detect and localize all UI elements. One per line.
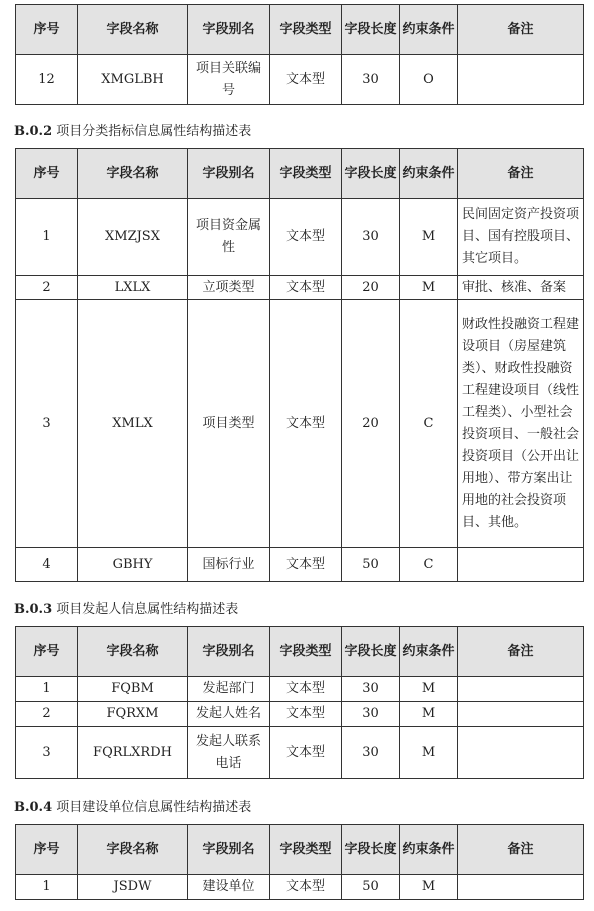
- header-cell: 字段长度: [342, 5, 400, 55]
- cell: GBHY: [78, 548, 188, 582]
- header-cell: 字段名称: [78, 627, 188, 677]
- cell: 1: [16, 875, 78, 900]
- cell: 发起人联系电话: [188, 727, 270, 779]
- table-row: [16, 875, 584, 900]
- cell: M: [400, 875, 458, 900]
- cell: 文本型: [270, 55, 342, 105]
- cell: 项目资金属性: [188, 199, 270, 276]
- cell: XMGLBH: [78, 55, 188, 105]
- cell: C: [400, 300, 458, 548]
- cell: LXLX: [78, 276, 188, 300]
- cell: 文本型: [270, 875, 342, 900]
- cell: JSDW: [78, 875, 188, 900]
- header-cell: 字段类型: [270, 627, 342, 677]
- header-cell: 备注: [458, 5, 584, 55]
- cell: M: [400, 677, 458, 702]
- cell: XMLX: [78, 300, 188, 548]
- cell: M: [400, 702, 458, 727]
- cell: 30: [342, 199, 400, 276]
- cell: M: [400, 727, 458, 779]
- cell: 民间固定资产投资项目、国有控股项目、其它项目。: [458, 199, 584, 276]
- table-header-row: [16, 5, 584, 55]
- cell: 4: [16, 548, 78, 582]
- cell: 30: [342, 727, 400, 779]
- cell: M: [400, 199, 458, 276]
- cell: 审批、核准、备案: [458, 276, 584, 300]
- cell: 30: [342, 702, 400, 727]
- caption-code: B.0.2: [14, 124, 53, 139]
- cell: 12: [16, 55, 78, 105]
- table-row: [16, 199, 584, 276]
- cell: 国标行业: [188, 548, 270, 582]
- header-cell: 字段别名: [188, 627, 270, 677]
- cell: [458, 677, 584, 702]
- header-cell: 约束条件: [400, 149, 458, 199]
- table-b04: [15, 824, 584, 900]
- header-cell: 备注: [458, 627, 584, 677]
- table-row: [16, 300, 584, 548]
- cell: 文本型: [270, 199, 342, 276]
- header-cell: 约束条件: [400, 825, 458, 875]
- caption-code: B.0.4: [14, 800, 53, 815]
- caption-title: 项目发起人信息属性结构描述表: [56, 602, 239, 617]
- table-row: [16, 677, 584, 702]
- header-cell: 序号: [16, 5, 78, 55]
- cell: 50: [342, 875, 400, 900]
- cell: FQBM: [78, 677, 188, 702]
- cell: 发起人姓名: [188, 702, 270, 727]
- cell: 财政性投融资工程建设项目（房屋建筑类）、财政性投融资工程建设项目（线性工程类）、小型社会投资项目、一般社会投资项目（公开出让用地）、带方案出让用地的社会投资项目、其他。: [458, 300, 584, 548]
- header-cell: 字段名称: [78, 149, 188, 199]
- table-row: [16, 702, 584, 727]
- header-cell: 字段类型: [270, 825, 342, 875]
- cell: 3: [16, 727, 78, 779]
- cell: FQRLXRDH: [78, 727, 188, 779]
- caption-code: B.0.3: [14, 602, 53, 617]
- cell: 建设单位: [188, 875, 270, 900]
- cell: 30: [342, 55, 400, 105]
- cell: 30: [342, 677, 400, 702]
- table-b01-continued: [15, 4, 584, 105]
- cell: 文本型: [270, 276, 342, 300]
- cell: [458, 702, 584, 727]
- cell: 文本型: [270, 300, 342, 548]
- cell: 2: [16, 276, 78, 300]
- header-cell: 字段长度: [342, 627, 400, 677]
- cell: [458, 727, 584, 779]
- header-cell: 序号: [16, 627, 78, 677]
- table-caption: [14, 598, 238, 617]
- cell: 文本型: [270, 677, 342, 702]
- table-b02: [15, 148, 584, 582]
- cell: 文本型: [270, 548, 342, 582]
- header-cell: 字段名称: [78, 825, 188, 875]
- header-cell: 序号: [16, 825, 78, 875]
- cell: [458, 548, 584, 582]
- caption-title: 项目分类指标信息属性结构描述表: [56, 124, 252, 139]
- cell: 50: [342, 548, 400, 582]
- table-header-row: [16, 149, 584, 199]
- header-cell: 字段类型: [270, 5, 342, 55]
- cell: 文本型: [270, 702, 342, 727]
- cell: 1: [16, 677, 78, 702]
- cell: C: [400, 548, 458, 582]
- header-cell: 字段别名: [188, 149, 270, 199]
- caption-title: 项目建设单位信息属性结构描述表: [56, 800, 252, 815]
- cell: 项目类型: [188, 300, 270, 548]
- table-caption: [14, 120, 251, 139]
- table-header-row: [16, 627, 584, 677]
- header-cell: 字段类型: [270, 149, 342, 199]
- table-row: [16, 548, 584, 582]
- header-cell: 约束条件: [400, 627, 458, 677]
- table-b03: [15, 626, 584, 779]
- table-header-row: [16, 825, 584, 875]
- cell: [458, 875, 584, 900]
- cell: 发起部门: [188, 677, 270, 702]
- cell: 项目关联编号: [188, 55, 270, 105]
- header-cell: 字段别名: [188, 825, 270, 875]
- cell: 2: [16, 702, 78, 727]
- cell: 立项类型: [188, 276, 270, 300]
- cell: FQRXM: [78, 702, 188, 727]
- header-cell: 字段名称: [78, 5, 188, 55]
- cell: 20: [342, 300, 400, 548]
- header-cell: 字段长度: [342, 149, 400, 199]
- cell: 20: [342, 276, 400, 300]
- cell: 3: [16, 300, 78, 548]
- table-row: [16, 727, 584, 779]
- cell: 1: [16, 199, 78, 276]
- cell: 文本型: [270, 727, 342, 779]
- header-cell: 字段别名: [188, 5, 270, 55]
- header-cell: 备注: [458, 149, 584, 199]
- header-cell: 序号: [16, 149, 78, 199]
- table-caption: [14, 796, 251, 815]
- header-cell: 备注: [458, 825, 584, 875]
- table-row: [16, 55, 584, 105]
- cell: [458, 55, 584, 105]
- cell: XMZJSX: [78, 199, 188, 276]
- header-cell: 字段长度: [342, 825, 400, 875]
- table-row: [16, 276, 584, 300]
- cell: M: [400, 276, 458, 300]
- header-cell: 约束条件: [400, 5, 458, 55]
- cell: O: [400, 55, 458, 105]
